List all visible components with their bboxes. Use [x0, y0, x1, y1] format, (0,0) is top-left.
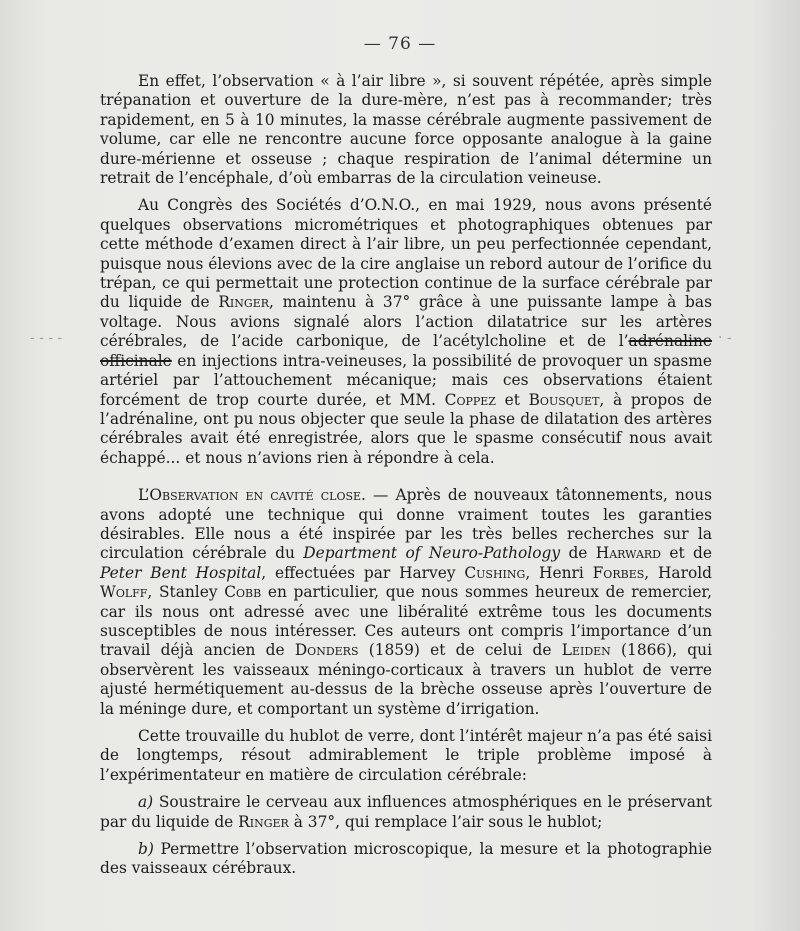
paragraph-hublot: Cette trouvaille du hublot de verre, dont l’intérêt majeur n’a pas été saisi de longtemps, résout admirablement le triple problème imposé à l’expérimentateur en matière de circulation cérébrale:: [100, 727, 712, 784]
page-number: — 76 —: [363, 34, 437, 54]
name-donders: Donders: [294, 641, 359, 660]
section-heading: L’Observation en cavité close.: [138, 486, 366, 505]
list-item-a: a) Soustraire le cerveau aux influences atmosphériques en le préservant par du liquide de Ringer à 37°, qui remplace l’air sous le hublot;: [100, 793, 712, 831]
name-ringer-2: Ringer: [238, 812, 289, 831]
struck-text: adrénaline officinale: [100, 332, 712, 370]
italic-department: Department of Neuro-Pathology: [303, 544, 561, 563]
list-marker-a: a): [138, 793, 154, 812]
name-leiden: Leiden: [561, 641, 611, 660]
margin-dot-mark: · -: [718, 330, 732, 346]
name-forbes: Forbes: [592, 563, 645, 582]
name-coppez: Coppez: [444, 390, 496, 409]
body-text: [100, 72, 712, 887]
paragraph-air-libre: En effet, l’observation « à l’air libre », si souvent répétée, après simple trépanation et ouverture de la dure-mère, n’est pas à recommander; très rapidement, en 5 à 10 minutes, la masse cérébrale augmente passivement de volume, car elle ne rencontre aucune force opposante analogue à la gaine dure-mérienne et osseuse ; chaque respiration de l’animal détermine un retrait de l’encéphale, d’où embarras de la circulation veineuse.: [100, 72, 712, 188]
name-bousquet: Bousquet: [528, 390, 600, 409]
italic-hospital: Peter Bent Hospital: [100, 563, 262, 582]
name-cushing: Cushing: [464, 563, 526, 582]
list-marker-b: b): [138, 840, 154, 859]
list-item-b: b) Permettre l’observation microscopique, la mesure et la photographie des vaisseaux cérébraux.: [100, 840, 712, 878]
paragraph-congres-ono: Au Congrès des Sociétés d’O.N.O., en mai 1929, nous avons présenté quelques observations micrométriques et photographiques obtenues par cette méthode d’examen direct à l’air libre, un peu perfectionnée cependant, puisque nous élevions avec de la cire anglaise un rebord autour de l’orifice du trépan, ce qui permettait une protection continue de la surface cérébrale par du liquide de Ringer, maintenu à 37° grâce à une puissante lampe à bas voltage. Nous avions signalé alors l’action dilatatrice sur les artères cérébrales, de l’acide carbonique, de l’acétylcholine et de l’adrénaline officinale en injections intra-veineuses, la possibilité de provoquer un spasme artériel par l’attouchement mécanique; mais ces observations étaient forcément de trop courte durée, et MM. Coppez et Bousquet, à propos de l’adrénaline, ont pu nous objecter que seule la phase de dilatation des artères cérébrales avait été enregistrée, alors que le spasme consécutif nous avait échappé... et nous n’avions rien à répondre à cela.: [100, 196, 713, 467]
paragraph-cavite-close: L’Observation en cavité close. — Après de nouveaux tâtonnements, nous avons adopté une technique qui donne vraiment toutes les garanties désirables. Elle nous a été inspirée par les très belles recherches sur la circulation cérébrale du Department of Neuro-Pathology de Harward et de Peter Bent Hospital, effectuées par Harvey Cushing, Henri Forbes, Harold Wolff, Stanley Cobb en particulier, que nous sommes heureux de remercier, car ils nous ont adressé avec une libéralité extrême tous les documents susceptibles de nous intéresser. Ces auteurs ont compris l’importance d’un travail déjà ancien de Donders (1859) et de celui de Leiden (1866), qui observèrent les vaisseaux méningo-corticaux à travers un hublot de verre ajusté hermétiquement au-dessus de la brèche osseuse après l’ouverture de la méninge dure, et comportant un système d’irrigation.: [100, 486, 712, 718]
name-wolff: Wolff: [100, 583, 148, 602]
name-cobb: Cobb: [224, 583, 262, 602]
margin-dash-mark: - - - -: [30, 330, 63, 346]
name-ringer: Ringer: [218, 293, 270, 312]
name-harward: Harward: [595, 544, 661, 563]
